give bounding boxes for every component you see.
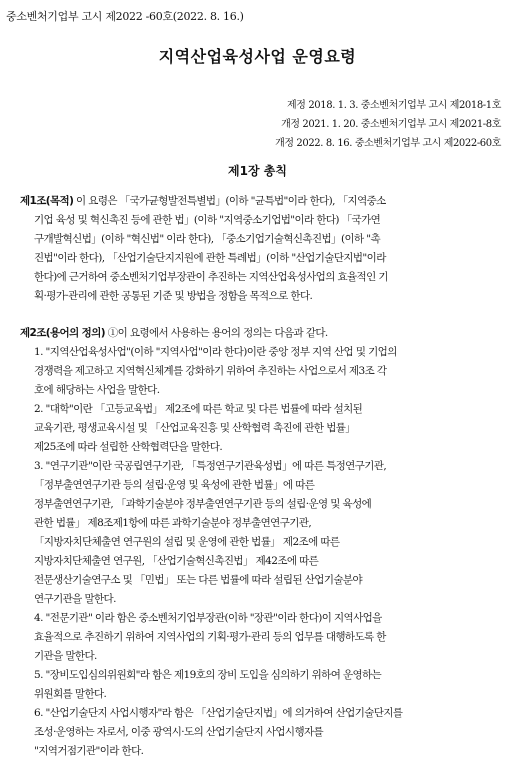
- definition-line: 5. "장비도입심의위원회"라 함은 제19호의 장비 도입을 심의하기 위하여 운영하는: [34, 669, 382, 681]
- definition-line: 6. "산업기술단지 사업시행자"라 함은 「산업기술단지법」에 의거하여 산업기술단지를: [34, 707, 403, 719]
- article-1-line: [20, 192, 500, 211]
- article-1-line: 획·평가·관리에 관한 공통된 기준 및 방법을 정함을 목적으로 한다.: [34, 290, 313, 302]
- definition-line: 경쟁력을 제고하고 지역혁신체계를 강화하기 위하여 추진하는 사업으로서 제3조 각: [34, 365, 387, 377]
- definition-item: [20, 609, 500, 666]
- definition-line: 「정부출연연구기관 등의 설립·운영 및 육성에 관한 법률」에 따른: [34, 479, 315, 491]
- definition-item: [20, 704, 500, 761]
- article-1-line: 한다)에 근거하여 중소벤처기업부장관이 추진하는 지역산업육성사업의 효율적인 기: [34, 271, 388, 283]
- definition-line: 3. "연구기관"이란 국공립연구기관, 「특정연구기관육성법」에 따른 특정연구기관,: [34, 460, 387, 472]
- definition-line: "지역거점기관"이라 한다.: [34, 745, 144, 757]
- definition-line: 기관을 말한다.: [34, 650, 97, 662]
- article-1-line: 진법"이라 한다), 「산업기술단지지원에 관한 특례법」(이하 "산업기술단지법"이라: [34, 252, 386, 264]
- definition-line: 관한 법률」 제8조제1항에 따른 과학기술분야 정부출연연구기관,: [34, 517, 312, 529]
- article-2: [20, 324, 500, 761]
- definition-line: 제25조에 따라 설립한 산학협력단을 말한다.: [34, 441, 223, 453]
- article-1-text: 이 요령은 「국가균형발전특별법」(이하 "균특법"이라 한다), 「지역중소: [76, 195, 386, 207]
- article-2-heading: 제2조(용어의 정의): [20, 327, 105, 339]
- definition-line: 4. "전문기관" 이라 함은 중소벤처기업부장관(이하 "장관"이라 한다)이 지역사업을: [34, 612, 382, 624]
- definition-item: [20, 666, 500, 704]
- history-line: 개정 2022. 8. 16. 중소벤처기업부 고시 제2022-60호: [275, 138, 501, 149]
- definition-item: [20, 343, 500, 400]
- definition-line: 효율적으로 추진하기 위하여 지역사업의 기획·평가·관리 등의 업무를 대행하도록 한: [34, 631, 386, 643]
- definition-line: 교육기관, 평생교육시설 및 「산업교육진흥 및 산학협력 촉진에 관한 법률」: [34, 422, 356, 434]
- definition-line: 연구기관을 말한다.: [34, 593, 116, 605]
- definition-item: [20, 400, 500, 457]
- article-1-line: 기업 육성 및 혁신촉진 등에 관한 법」(이하 "지역중소기업법"이라 한다) 「국가연: [34, 214, 381, 226]
- definition-line: 전문생산기술연구소 및 「민법」 또는 다른 법률에 따라 설립된 산업기술분야: [34, 574, 362, 586]
- definition-line: 2. "대학"이란 「고등교육법」 제2조에 따른 학교 및 다른 법률에 따라 설치된: [34, 403, 363, 415]
- definition-line: 1. "지역산업육성사업"(이하 "지역사업"이라 한다)이란 중앙 정부 지역 산업 및 기업의: [34, 346, 397, 358]
- article-1-line: 구개발혁신법」(이하 "혁신법" 이라 한다), 「중소기업기술혁신촉진법」(이하 "촉: [34, 233, 381, 245]
- chapter-heading: 제1장 총칙: [228, 164, 287, 178]
- article-2-intro: ①이 요령에서 사용하는 용어의 정의는 다음과 같다.: [107, 327, 328, 339]
- revision-history: [275, 96, 501, 153]
- definition-line: 위원회를 말한다.: [34, 688, 107, 700]
- article-1-heading: 제1조(목적): [20, 195, 74, 207]
- definition-line: 지방자치단체출연 연구원, 「산업기술혁신촉진법」 제42조에 따른: [34, 555, 319, 567]
- page-title: 지역산업육성사업 운영요령: [158, 47, 357, 66]
- article-1: [20, 192, 500, 306]
- definition-line: 「지방자치단체출연 연구원의 설립 및 운영에 관한 법률」 제2조에 따른: [34, 536, 340, 548]
- definition-line: 정부출연연구기관, 「과학기술분야 정부출연연구기관 등의 설립·운영 및 육성에: [34, 498, 372, 510]
- definition-line: 조성·운영하는 자로서, 이중 광역시·도의 산업기술단지 사업시행자를: [34, 726, 324, 738]
- history-line: 개정 2021. 1. 20. 중소벤처기업부 고시 제2021-8호: [281, 119, 501, 130]
- definition-line: 호에 해당하는 사업을 말한다.: [34, 384, 160, 396]
- history-line: 제정 2018. 1. 3. 중소벤처기업부 고시 제2018-1호: [287, 100, 501, 111]
- notice-number: 중소벤처기업부 고시 제2022 -60호(2022. 8. 16.): [6, 10, 244, 23]
- article-2-line: [20, 324, 500, 343]
- definition-item: [20, 457, 500, 609]
